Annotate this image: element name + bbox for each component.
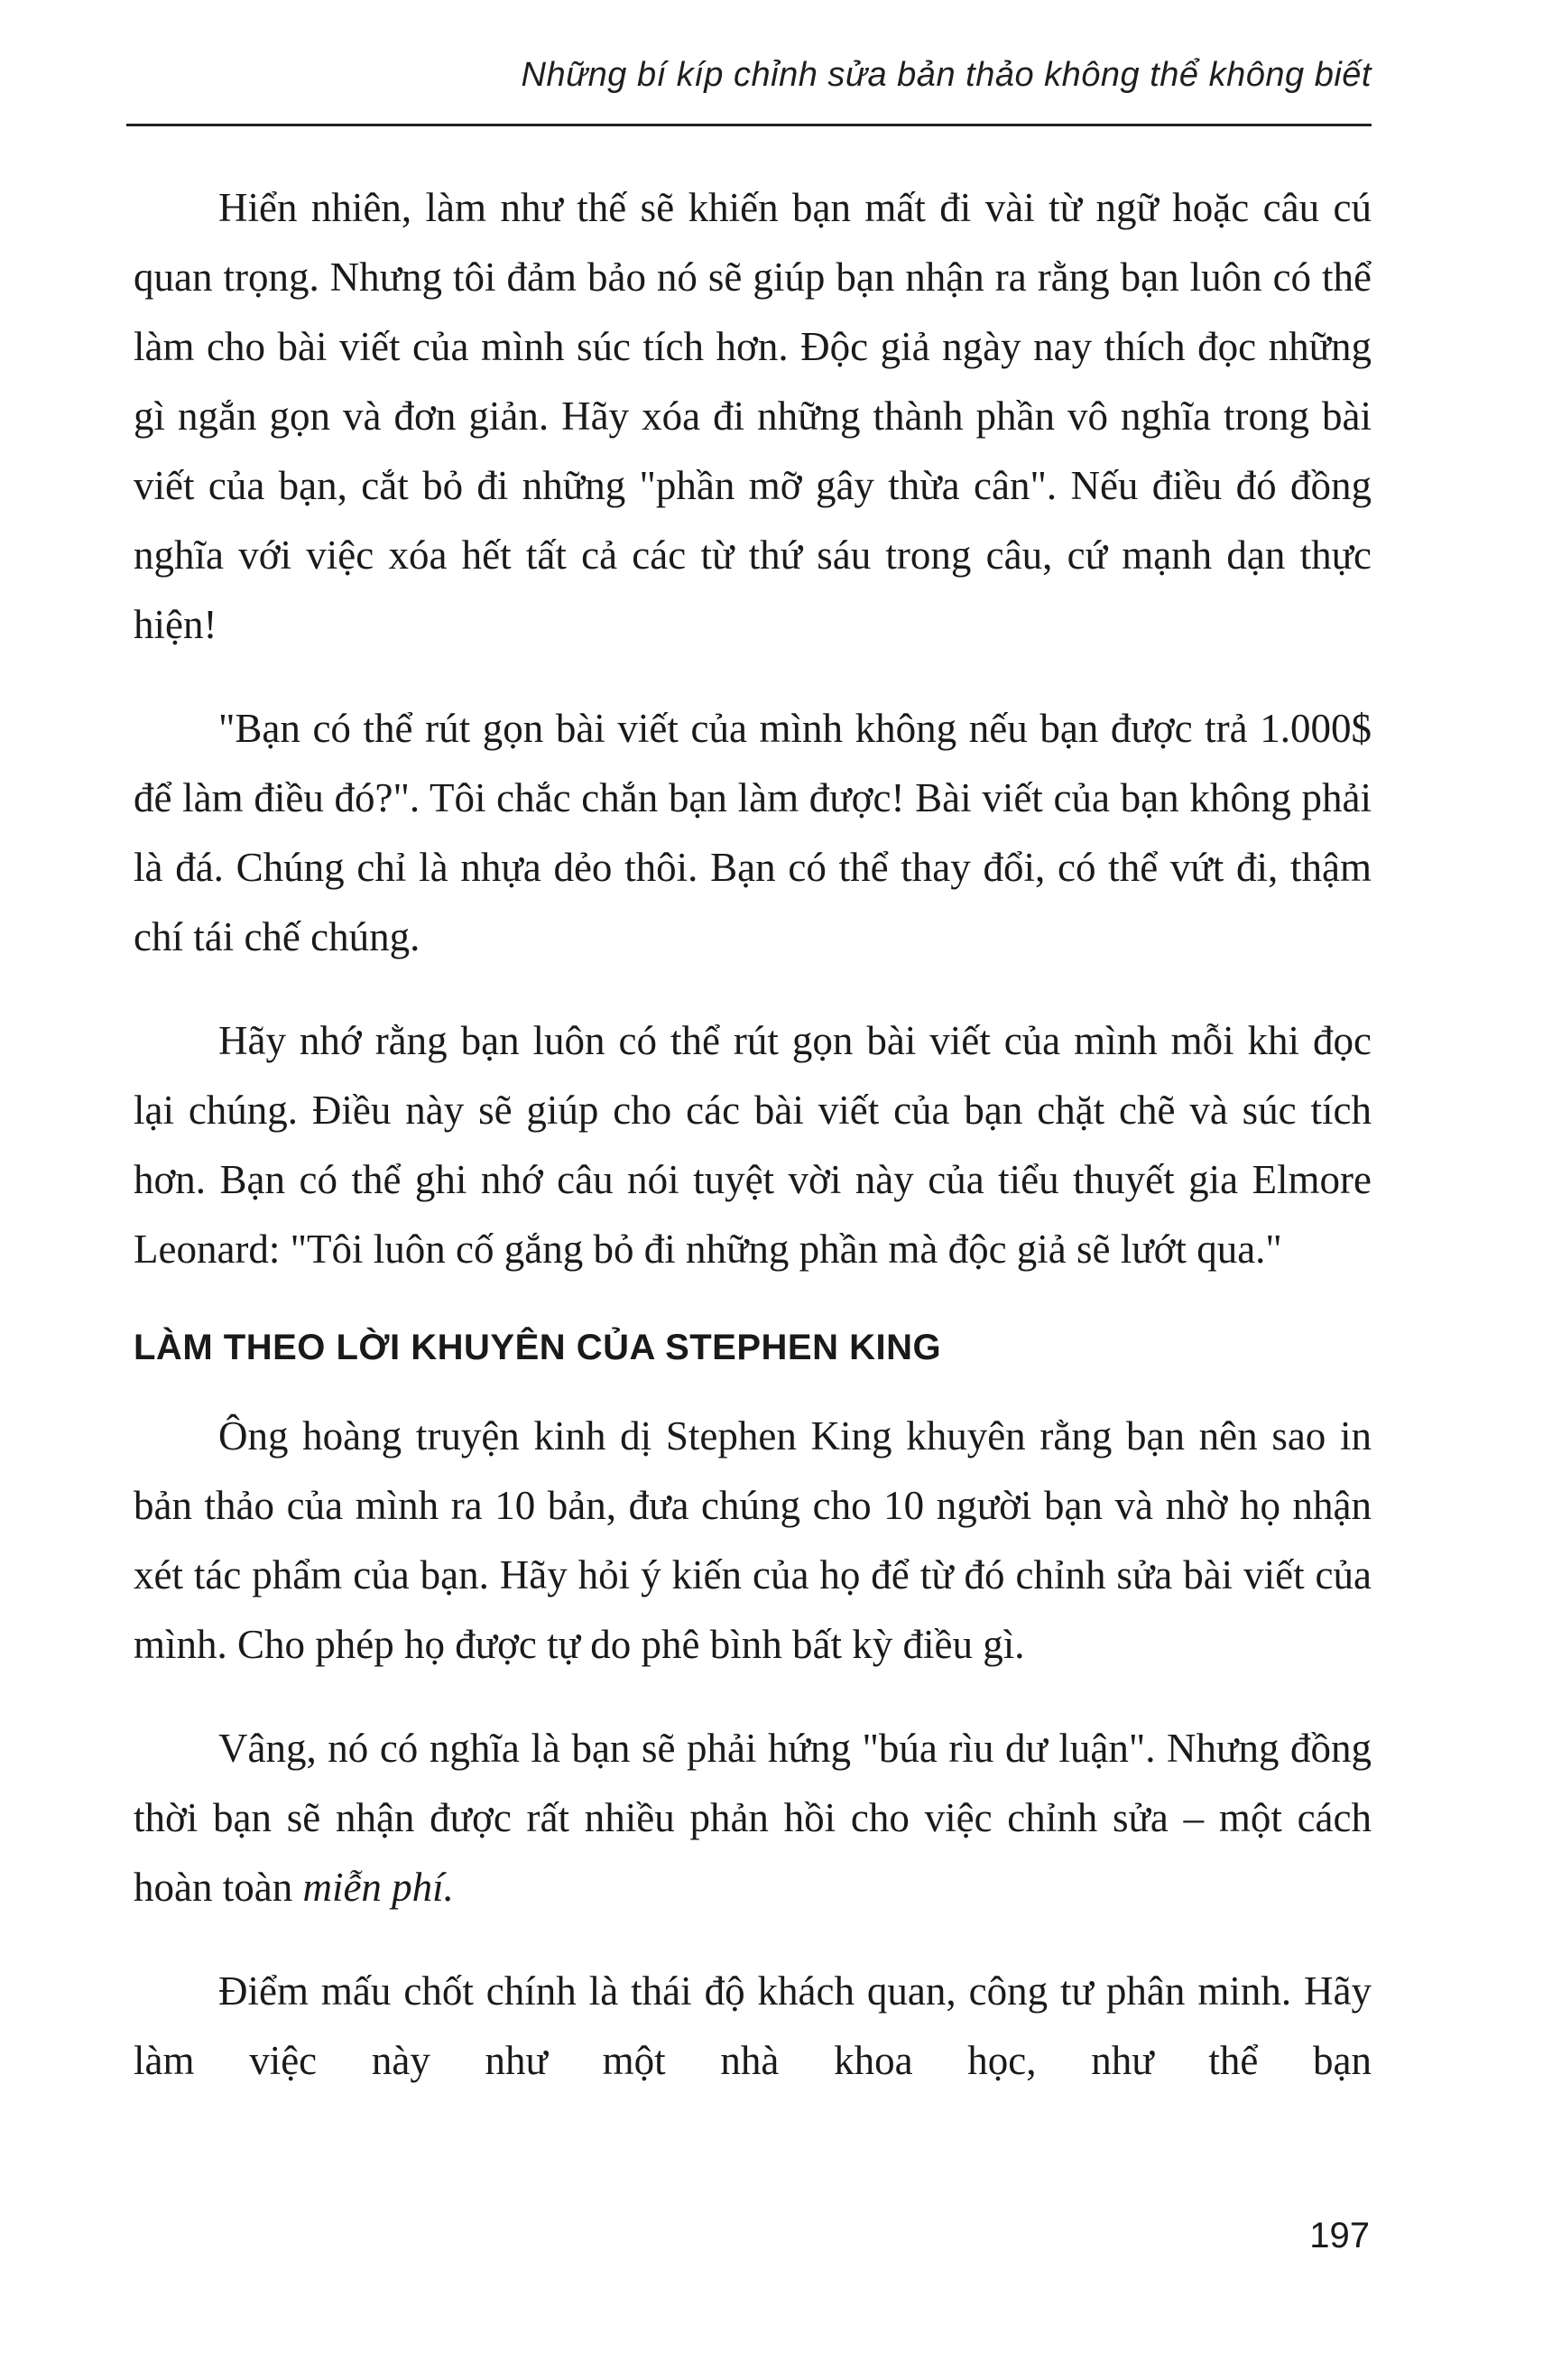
paragraph-2: "Bạn có thể rút gọn bài viết của mình không nếu bạn được trả 1.000$ để làm điều đó?". Tôi chắc chắn bạn làm được! Bài viết của bạn không phải là đá. Chúng chỉ là nhựa dẻo thôi. Bạn có thể thay đổi, có thể vứt đi, thậm chí tái chế chúng. <box>134 706 1372 959</box>
page-body <box>134 173 1372 2130</box>
header-divider <box>126 124 1372 126</box>
paragraph-3: Hãy nhớ rằng bạn luôn có thể rút gọn bài viết của mình mỗi khi đọc lại chúng. Điều này sẽ giúp cho các bài viết của bạn chặt chẽ và súc tích hơn. Bạn có thể ghi nhớ câu nói tuyệt vời này của tiểu thuyết gia Elmore Leonard: "Tôi luôn cố gắng bỏ đi những phần mà độc giả sẽ lướt qua." <box>134 1018 1372 1272</box>
page-number: 197 <box>1309 2216 1370 2255</box>
section-heading: LÀM THEO LỜI KHUYÊN CỦA STEPHEN KING <box>134 1328 942 1367</box>
paragraph-1: Hiển nhiên, làm như thế sẽ khiến bạn mất đi vài từ ngữ hoặc câu cú quan trọng. Nhưng tôi đảm bảo nó sẽ giúp bạn nhận ra rằng bạn luôn có thể làm cho bài viết của mình súc tích hơn. Độc giả ngày nay thích đọc những gì ngắn gọn và đơn giản. Hãy xóa đi những thành phần vô nghĩa trong bài viết của bạn, cắt bỏ đi những "phần mỡ gây thừa cân". Nếu điều đó đồng nghĩa với việc xóa hết tất cả các từ thứ sáu trong câu, cứ mạnh dạn thực hiện! <box>134 185 1372 647</box>
paragraph-4: Ông hoàng truyện kinh dị Stephen King khuyên rằng bạn nên sao in bản thảo của mình ra 10 bản, đưa chúng cho 10 người bạn và nhờ họ nhận xét tác phẩm của bạn. Hãy hỏi ý kiến của họ để từ đó chỉnh sửa bài viết của mình. Cho phép họ được tự do phê bình bất kỳ điều gì. <box>134 1413 1372 1667</box>
running-header-title: Những bí kíp chỉnh sửa bản thảo không thể không biết <box>521 56 1372 94</box>
paragraph-5 <box>134 1714 1372 1922</box>
paragraph-5-emphasis: miễn phí. <box>302 1865 454 1910</box>
paragraph-5-text: Vâng, nó có nghĩa là bạn sẽ phải hứng "búa rìu dư luận". Nhưng đồng thời bạn sẽ nhận được rất nhiều phản hồi cho việc chỉnh sửa – một cách hoàn toàn <box>134 1726 1372 1910</box>
paragraph-6: Điểm mấu chốt chính là thái độ khách quan, công tư phân minh. Hãy làm việc này như một nhà khoa học, như thể bạn <box>134 1968 1372 2083</box>
